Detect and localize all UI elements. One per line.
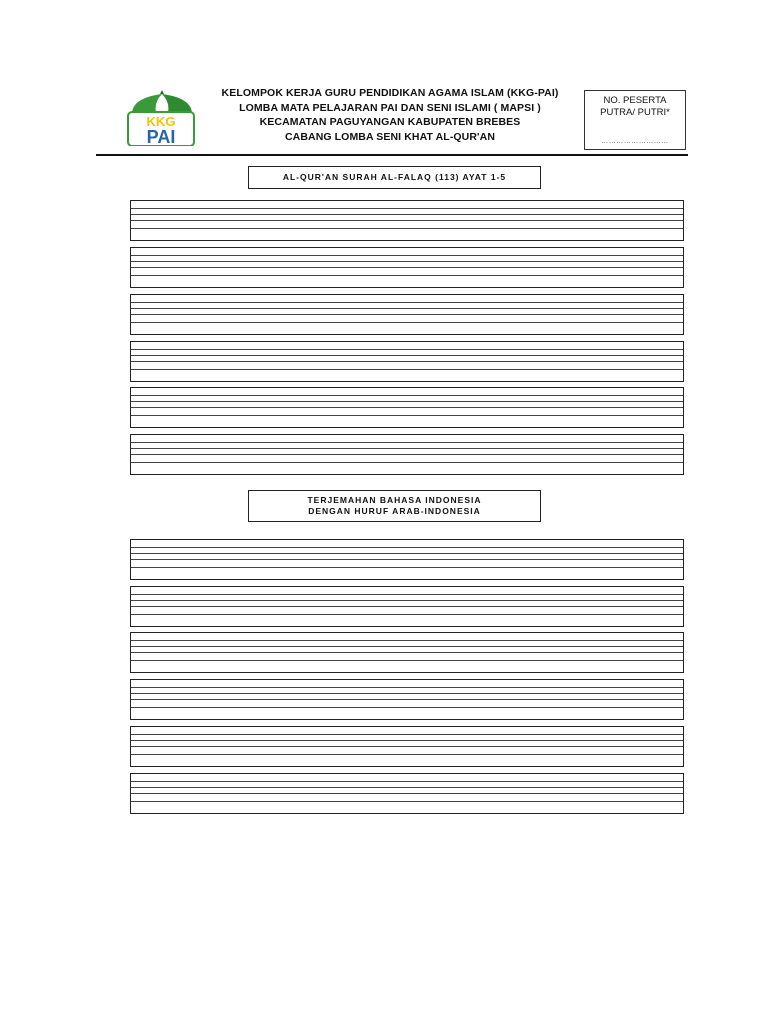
writing-block[interactable]: [130, 773, 684, 814]
logo-text-kkg: KKG: [146, 114, 176, 129]
writing-block[interactable]: [130, 586, 684, 627]
writing-block[interactable]: [130, 679, 684, 720]
writing-block[interactable]: [130, 341, 684, 382]
section-title-quran-text: AL-QUR'AN SURAH AL-FALAQ (113) AYAT 1-5: [282, 172, 507, 182]
participant-number-blank[interactable]: ………………………: [601, 138, 669, 145]
section-title-quran: [248, 166, 541, 189]
header-divider: [96, 154, 688, 156]
section-title-translation-line-1: TERJEMAHAN BAHASA INDONESIA: [307, 495, 482, 505]
header-line-2: LOMBA MATA PELAJARAN PAI DAN SENI ISLAMI ( MAPSI ): [239, 101, 541, 114]
writing-block[interactable]: [130, 726, 684, 767]
header-line-4: CABANG LOMBA SENI KHAT AL-QUR'AN: [284, 130, 496, 143]
letterhead: [200, 86, 580, 144]
writing-block[interactable]: [130, 247, 684, 288]
participant-number-box: [584, 90, 686, 150]
participant-gender-label: PUTRA/ PUTRI*: [600, 107, 670, 118]
kkg-pai-logo: [126, 90, 198, 146]
writing-block[interactable]: [130, 632, 684, 673]
writing-block[interactable]: [130, 200, 684, 241]
writing-block[interactable]: [130, 434, 684, 475]
section-title-translation: [248, 490, 541, 522]
logo-text-pai: PAI: [146, 127, 176, 146]
section-title-translation-line-2: DENGAN HURUF ARAB-INDONESIA: [308, 506, 481, 516]
participant-number-label: NO. PESERTA: [603, 95, 667, 106]
writing-block[interactable]: [130, 539, 684, 580]
header-line-1: KELOMPOK KERJA GURU PENDIDIKAN AGAMA ISLAM (KKG-PAI): [221, 87, 559, 99]
header-line-3: KECAMATAN PAGUYANGAN KABUPATEN BREBES: [259, 116, 521, 128]
writing-block[interactable]: [130, 387, 684, 428]
writing-block[interactable]: [130, 294, 684, 335]
